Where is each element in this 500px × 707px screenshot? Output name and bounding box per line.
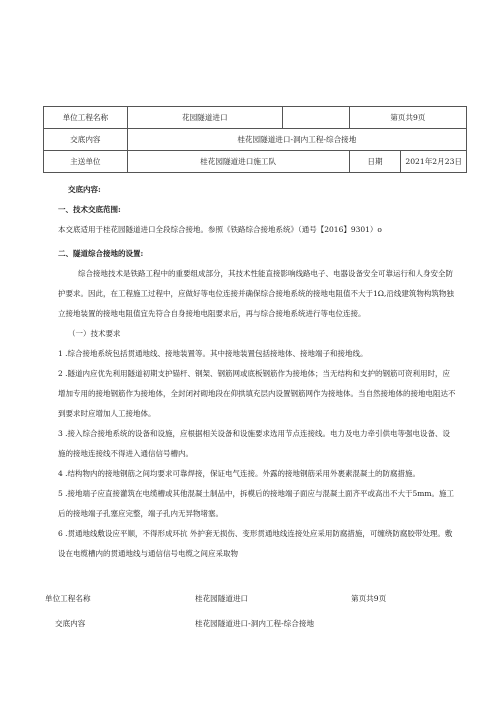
- requirement-item-6: 6 .贯通地线敷设应平顺，不得形成环抗 外护套无损伤、变形贯通地线连接处应采用防腐措施，可缠绕防腐胶带处理。敷设在电缆槽内的贯通地线与通信信号电缆之间应采取物: [58, 529, 453, 558]
- section2-paragraph: 综合接地技术是铁路工程中的重要组成部分，其技术性能直接影响线路电子、电器设备安全可靠运行和人身安全防护要求。因此，在工程施工过程中，应做好等电位连接并确保综合接地系统的接地电阻值不大于1Ω,沿线建筑物构筑物独立接地装置的接地电阻值宜先符合自身接地电阻要求后，再与综合接地系统进行等电位连接。: [58, 269, 454, 318]
- section1-heading: 一、技术交底范围:: [58, 205, 121, 214]
- requirement-item-1: 1 .综合接地系统包括贯通地线、接地装置等。其中接地装置包括接地体、接地端子和接地线。: [58, 349, 368, 358]
- label-unit: 主送单位: [44, 151, 128, 173]
- empty-cell: [282, 107, 349, 129]
- repeat-project-name: 桂花园隧道进口: [195, 594, 249, 603]
- unit-value: 桂花园隧道进口施工队: [127, 151, 349, 173]
- repeat-content-value: 桂花园隧道进口-洞内工程-综合接地: [195, 619, 315, 628]
- requirement-item-2: 2 .隧道内应优先利用隧道初期支护锚杆、钢架、钢筋网或底板钢筋作为接地体；当无结构和支护的钢筋可资利用时，应增加专用的接地钢筋作为接地体，全封闭衬砌地段在仰拱填充层内设置钢筋网作为接地体。当自然接地体的接地电阻达不到要求时应增加人工接地体。: [58, 369, 456, 418]
- section2-heading: 二、隧道综合接地的设置:: [58, 249, 144, 258]
- header-row-content: [44, 129, 467, 151]
- subsection-heading: （一）技术要求: [68, 329, 121, 338]
- repeat-label-project: 单位工程名称: [45, 594, 91, 603]
- label-date: 日期: [349, 151, 401, 173]
- document-body: [58, 180, 456, 564]
- requirement-item-3: 3 .接入综合接地系统的设备和设施，应根据相关设备和设施要求选用节点连接线。电力及电力牵引供电等强电设备、设施的接地连接线不得进入通信信号槽内。: [58, 429, 451, 458]
- repeat-label-content: 交底内容: [55, 619, 86, 628]
- header-row-project: [44, 107, 467, 129]
- project-name: 花园隧道进口: [127, 107, 282, 129]
- label-content: 交底内容: [44, 129, 128, 151]
- requirement-item-4: 4 .结构物内的接地钢筋之间均要求可靠焊接，保证电气连接。外露的接地钢筋采用外裹素混凝土的防腐措施。: [58, 469, 421, 478]
- repeat-page-info: 第页共9页: [351, 594, 387, 603]
- requirement-item-5: 5 .接地端子应直接灌筑在电缆槽或其他混凝土制品中，拆模后的接地端子面应与混凝土面齐平或高出不大于5mm。施工后的接地端子孔塞应完整，端子孔内无异物堵塞。: [58, 489, 455, 518]
- label-project: 单位工程名称: [44, 107, 128, 129]
- repeat-header-row-project: [45, 593, 465, 618]
- content-value: 桂花园隧道进口-洞内工程-综合接地: [127, 129, 466, 151]
- content-title: 交底内容:: [68, 185, 101, 194]
- header-row-unit: [44, 151, 467, 173]
- repeat-header-row-content: [45, 618, 465, 643]
- page-info: 第页共9页: [349, 107, 466, 129]
- header-table: [43, 106, 467, 173]
- repeat-header: [45, 593, 465, 643]
- date-value: 2021年2月23日: [401, 151, 467, 173]
- section1-text: 本交底适用于桂花园隧道进口全段综合接地。参照《铁路综合接地系统》（通号【2016】9301）o: [58, 225, 382, 234]
